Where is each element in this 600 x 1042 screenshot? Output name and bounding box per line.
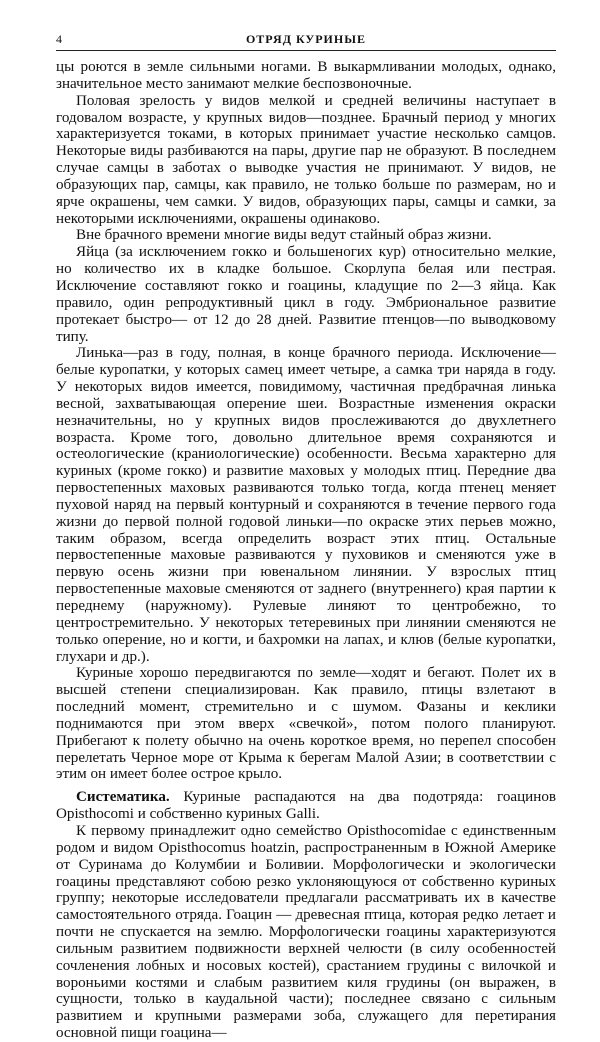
page-number: 4 xyxy=(56,32,62,46)
paragraph-systematics xyxy=(56,789,556,823)
body-text xyxy=(56,59,556,1042)
paragraph: К первому принадлежит одно семейство Opisthocomidae с единственным родом и видом Opisthocomus hoatzin, распространенным в Южной Америке от Суринама до Колумбии и Боливии. Морфологически и экологически гоацины представляют собою резко уклоняющуюся от собственно куриных группу; некоторые исследователи предлагали рассматривать их в качестве самостоятельного отряда. Гоацин — древесная птица, которая редко летает и почти не спускается на землю. Морфологически гоацины характеризуются сильным развитием подвижности верхней челюсти (в силу особенностей сочленения лобных и носовых костей), срастанием грудины с вилочкой и вороньими костями и слабым развитием киля грудины (он выражен, в сущности, только в каудальной части); последнее связано с сильным развитием и крупными размерами зоба, служащего для перетирания основной пищи гоацина— xyxy=(56,822,556,1042)
section-label: Систематика. xyxy=(76,789,170,806)
book-page xyxy=(56,30,556,1042)
running-head: ОТРЯД КУРИНЫЕ xyxy=(245,32,367,46)
paragraph: Половая зрелость у видов мелкой и средней величины наступает в годовалом возрасте, у крупных видов—позднее. Брачный период у многих характеризуется токами, в которых принимает участие несколько самцов. Некоторые виды разбиваются на пары, другие пар не образуют. В последнем случае самцы в заботах о выводке участия не принимают. У видов, не образующих пар, самцы, как правило, не только больше по размерам, но и ярче окрашены, чем самки. У видов, образующих пары, самцы и самки, за некоторыми исключениями, окрашены одинаково. xyxy=(56,92,556,227)
paragraph: Вне брачного времени многие виды ведут стайный образ жизни. xyxy=(76,227,492,244)
paragraph: Яйца (за исключением гокко и большеногих кур) относительно мелкие, но количество их в кладке большое. Скорлупа белая или пестрая. Исключение составляют гокко и гоацины, кладущие по 2—3 яйца. Как правило, один репродуктивный цикл в году. Эмбриональное развитие протекает быстро— от 12 до 28 дней. Развитие птенцов—по выводковому типу. xyxy=(56,244,556,345)
page-header xyxy=(56,30,556,51)
paragraph-text: Куриные распадаются на два подотряда: гоацинов Opisthocomi и собственно куриных Galli. xyxy=(56,789,556,823)
paragraph: цы роются в земле сильными ногами. В выкармливании молодых, однако, значительное место занимают мелкие беспозвоночные. xyxy=(56,59,556,92)
paragraph: Куриные хорошо передвигаются по земле—ходят и бегают. Полет их в высшей степени специализирован. Как правило, птицы взлетают в последний момент, стремительно и с шумом. Фазаны и кеклики поднимаются при этом вверх «свечкой», потом полого планируют. Прибегают к полету обычно на очень короткое время, но перепел способен перелетать Черное море от Крыма к берегам Малой Азии; в соответствии с этим он имеет более острое крыло. xyxy=(56,665,556,783)
paragraph: Линька—раз в году, полная, в конце брачного периода. Исключение— белые куропатки, у которых самец имеет четыре, а самка три наряда в году. У некоторых видов имеется, повидимому, частичная предбрачная линька весной, захватывающая оперение шеи. Возрастные изменения окраски незначительны, но у крупных видов прослеживаются до двухлетнего возраста. Кроме того, довольно длительное время сохраняются и остеологические (краниологические) особенности. Весьма характерно для куриных (кроме гокко) и развитие маховых у молодых птиц. Передние два первостепенных маховых развиваются только тогда, когда птенец меняет пуховой наряд на первый контурный и сохраняются в течение первого года жизни до первой полной годовой линьки—по окраске этих перьев можно, таким образом, всегда определить возраст этих птиц. Остальные первостепенные маховые развиваются у пуховиков и сменяются уже в первую осень жизни при ювенальном линянии. У взрослых птиц первостепенные маховые сменяются от заднего (внутреннего) края партии к переднему (наружному). Рулевые линяют то центробежно, то центростремительно. У некоторых тетеревиных при линянии сменяются не только оперение, но и когти, и бахромки на лапах, и клюв (белые куропатки, глухари и др.). xyxy=(56,345,556,665)
